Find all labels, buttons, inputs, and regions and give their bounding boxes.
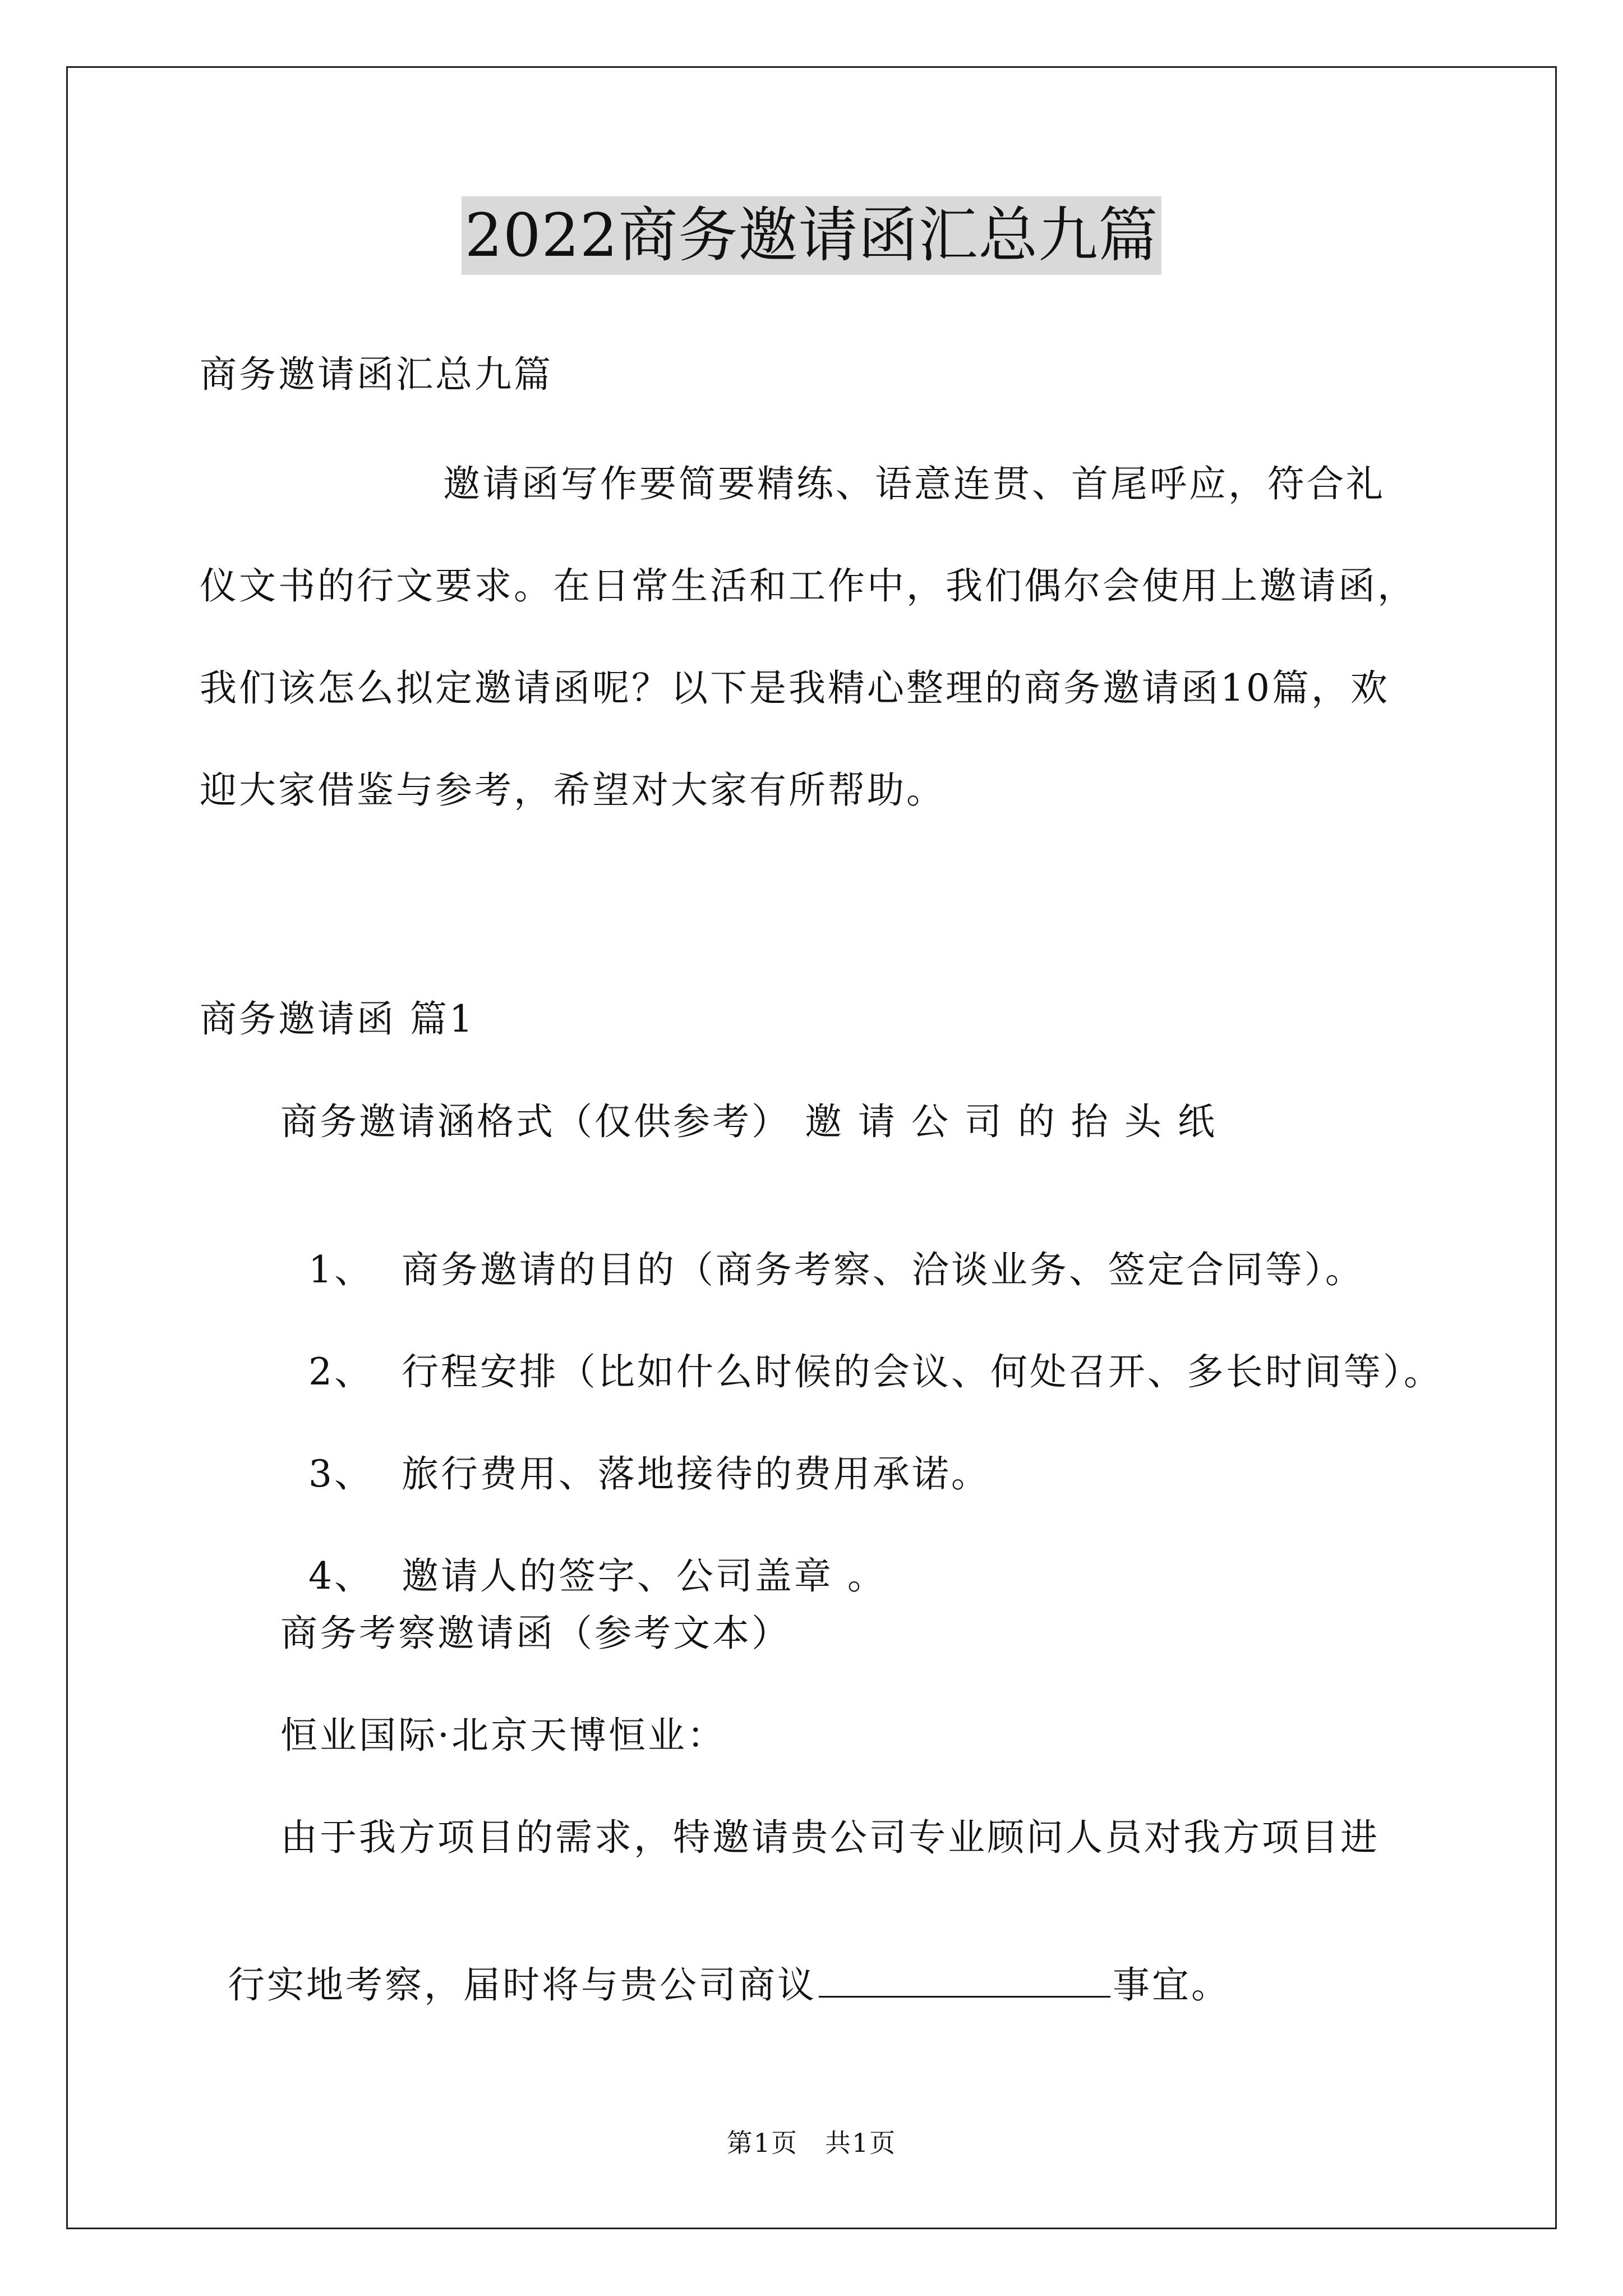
format-line: 商务邀请涵格式（仅供参考） 邀 请 公 司 的 抬 头 纸 [280,1100,1217,1143]
list-item-number: 4、 [308,1554,374,1598]
list-item-text: 商务邀请的目的（商务考察、洽谈业务、签定合同等）。 [401,1248,1364,1291]
document-subtitle: 商务邀请函汇总九篇 [200,353,553,396]
intro-line-1: 邀请函写作要简要精练、语意连贯、首尾呼应，符合礼 [443,462,1385,505]
intro-line-3: 我们该怎么拟定邀请函呢？以下是我精心整理的商务邀请函10篇，欢 [200,666,1390,710]
letter-salutation: 恒业国际·北京天博恒业： [280,1714,726,1757]
section-heading: 商务邀请函 篇1 [200,997,475,1041]
list-item [280,1305,1443,1395]
list-item-number: 1、 [308,1248,374,1291]
letter-body-line-1: 由于我方项目的需求，特邀请贵公司专业顾问人员对我方项目进 [280,1816,1380,1859]
list-item-text: 旅行费用、落地接待的费用承诺。 [401,1452,990,1496]
page-footer: 第1页 共1页 [726,2128,897,2158]
letter-body-line-2 [200,1917,1230,2008]
title-wrapper [0,196,1623,275]
letter-heading: 商务考察邀请函（参考文本） [280,1612,791,1655]
list-item [280,1407,990,1497]
letter-body-line-2-end: 事宜。 [1112,1963,1230,2007]
list-item [280,1203,1364,1292]
list-item-number: 3、 [308,1452,374,1496]
intro-line-4: 迎大家借鉴与参考，希望对大家有所帮助。 [200,769,946,812]
document-title: 2022商务邀请函汇总九篇 [462,196,1162,275]
letter-body-line-2-start: 行实地考察，届时将与贵公司商议 [227,1963,817,2007]
list-item-text: 行程安排（比如什么时候的会议、何处召开、多长时间等）。 [401,1350,1443,1393]
list-item-text: 邀请人的签字、公司盖章 。 [401,1554,887,1598]
fill-in-blank [819,1962,1110,1998]
list-item-number: 2、 [308,1350,374,1393]
intro-line-2: 仪文书的行文要求。在日常生活和工作中，我们偶尔会使用上邀请函， [200,564,1417,608]
list-item [280,1509,887,1599]
